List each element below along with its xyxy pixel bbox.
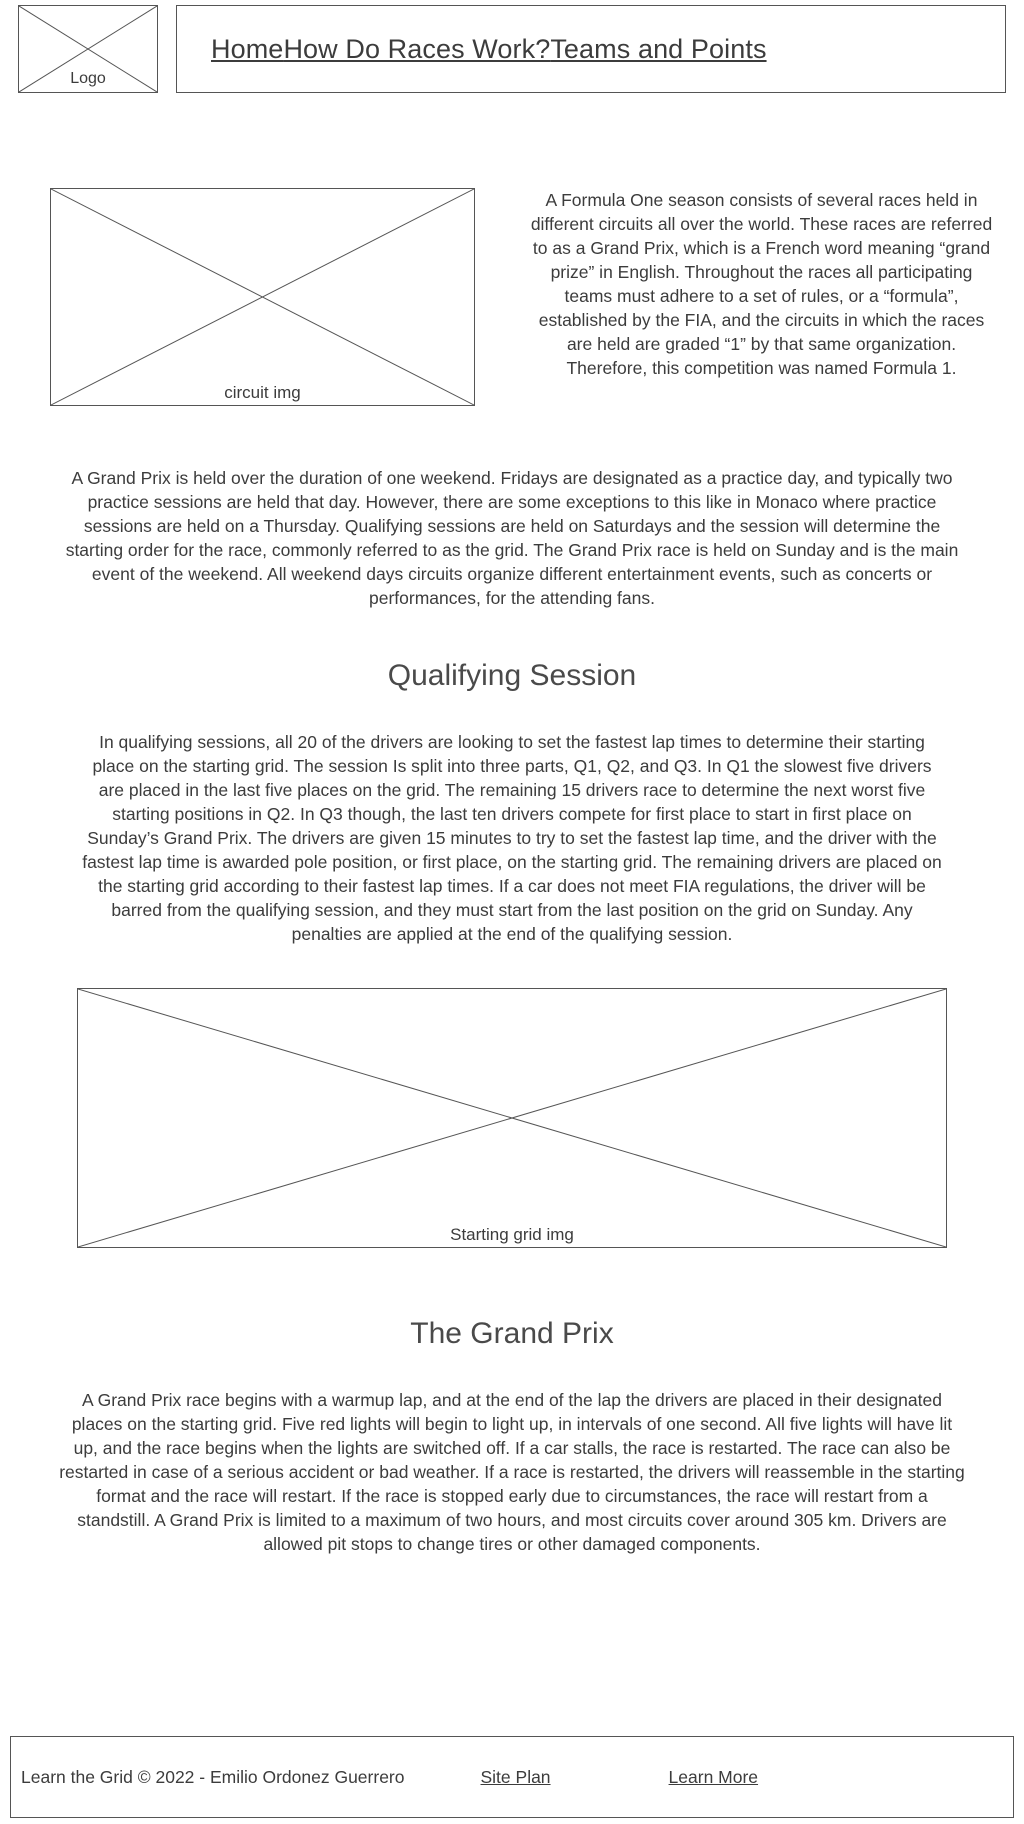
nav-link-home[interactable]: Home [211, 33, 284, 64]
footer-link-learn-more[interactable]: Learn More [668, 1766, 759, 1787]
nav-item-how-do-races-work [283, 33, 550, 65]
logo-label: Logo [70, 70, 106, 88]
footer-copyright: Learn the Grid © 2022 - Emilio Ordonez Guerrero [21, 1766, 405, 1787]
nav-list [177, 33, 1005, 65]
nav-item-home [211, 33, 283, 65]
image-placeholder-x-icon [78, 989, 946, 1247]
weekend-paragraph: A Grand Prix is held over the duration of one weekend. Fridays are designated as a practice day, and typically two practice sessions are held that day. However, there are some exceptions to this like in Monaco where practice sessions are held on a Thursday. Qualifying sessions are held on Saturdays and the session will determine the starting order for the race, commonly referred to as the grid. The Grand Prix race is held on Sunday and is the main event of the weekend. All weekend days circuits organize different entertainment events, such as concerts or performances, for the attending fans. [65, 468, 959, 608]
logo-placeholder[interactable] [18, 5, 158, 93]
starting-grid-image-placeholder[interactable] [77, 988, 947, 1248]
site-footer [0, 1736, 1024, 1824]
image-placeholder-x-icon [51, 189, 474, 405]
qualifying-session-heading: Qualifying Session [387, 659, 637, 692]
nav-link-teams-and-points[interactable]: Teams and Points [550, 33, 767, 64]
nav-link-how-do-races-work[interactable]: How Do Races Work? [283, 33, 551, 64]
footer-inner [10, 1736, 1014, 1818]
main-content [0, 100, 1024, 1596]
circuit-image-caption: circuit img [224, 382, 301, 402]
site-header [0, 0, 1024, 100]
grand-prix-heading: The Grand Prix [410, 1317, 614, 1350]
main-navigation [176, 5, 1006, 93]
grand-prix-paragraph: A Grand Prix race begins with a warmup lap, and at the end of the lap the drivers are placed in their designated places on the starting grid. Five red lights will begin to light up, in intervals of one second. All five lights will have lit up, and the race begins when the lights are switched off. If a car stalls, the race is restarted. The race can also be restarted in case of a serious accident or bad weather. If a race is restarted, the drivers will reassemble in the starting format and the race will restart. If the race is stopped early due to circumstances, the race will restart from a standstill. A Grand Prix is limited to a maximum of two hours, and most circuits cover around 305 km. Drivers are allowed pit stops to change tires or other damaged components. [59, 1390, 965, 1554]
intro-section [0, 100, 1024, 406]
nav-item-teams-and-points [550, 33, 766, 65]
qualifying-paragraph: In qualifying sessions, all 20 of the drivers are looking to set the fastest lap times to determine their starting place on the starting grid. The session Is split into three parts, Q1, Q2, and Q3. In Q1 the slowest five drivers are placed in the last five places on the grid. The remaining 15 drivers race to determine the next worst five starting positions in Q2. In Q3 though, the last ten drivers compete for first place to start in first place on Sunday’s Grand Prix. The drivers are given 15 minutes to try to set the fastest lap time, and the driver with the fastest lap time is awarded pole position, or first place, on the starting grid. The remaining drivers are placed on the starting grid according to their fastest lap times. If a car does not meet FIA regulations, the driver will be barred from the qualifying session, and they must start from the last position on the grid on Sunday. Any penalties are applied at the end of the qualifying session. [82, 732, 942, 944]
footer-link-site-plan[interactable]: Site Plan [480, 1766, 551, 1787]
starting-grid-image-caption: Starting grid img [450, 1224, 574, 1244]
circuit-image-placeholder[interactable] [50, 188, 475, 406]
starting-grid-image-wrapper [0, 946, 1024, 1248]
intro-paragraph: A Formula One season consists of several races held in different circuits all over the world. These races are referred to as a Grand Prix, which is a French word meaning “grand prize” in English. Throughout the races all participating teams must adhere to a set of rules, or a “formula”, established by the FIA, and the circuits in which the races are held are graded “1” by that same organization. Therefore, this competition was named Formula 1. [530, 190, 993, 378]
